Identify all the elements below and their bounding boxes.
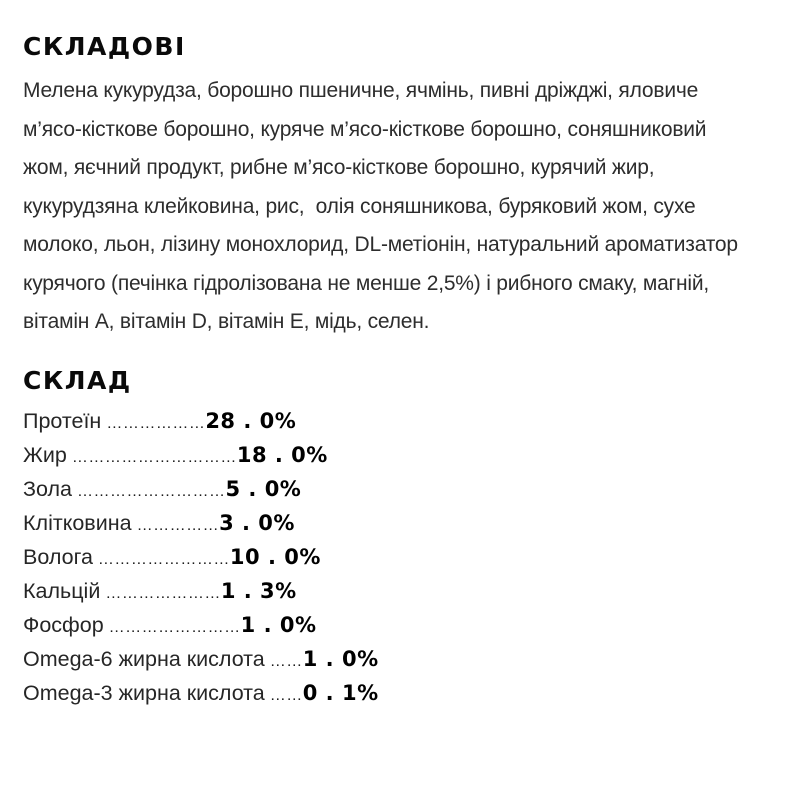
dotted-leader: ……: [269, 652, 303, 670]
dotted-leader: ……………: [136, 516, 220, 534]
composition-heading: СКЛАД: [23, 365, 132, 395]
dotted-leader: ……………………: [97, 550, 230, 568]
nutrient-value: 0 . 1%: [302, 680, 379, 705]
composition-row: [23, 574, 782, 608]
ingredients-line: Мелена кукурудза, борошно пшеничне, ячмінь, пивні дріжджі, яловиче: [23, 79, 699, 102]
dotted-leader: …………………: [105, 584, 221, 602]
nutrient-value: 5 . 0%: [225, 476, 302, 501]
composition-row: [23, 642, 782, 676]
composition-row: [23, 438, 782, 472]
nutrient-label: Жир: [23, 442, 67, 467]
nutrient-label: Фосфор: [23, 612, 104, 637]
dotted-leader: ……………………: [108, 618, 241, 636]
nutrient-value: 1 . 0%: [302, 646, 379, 671]
nutrient-label: Omega-6 жирна кислота: [23, 646, 265, 671]
nutrient-value: 1 . 3%: [220, 578, 297, 603]
dotted-leader: …………………………: [71, 448, 237, 466]
composition-row: [23, 676, 782, 710]
nutrient-value: 3 . 0%: [219, 510, 295, 535]
ingredients-line: м’ясо-кісткове борошно, куряче м’ясо-кісткове борошно, соняшниковий: [23, 117, 707, 141]
nutrient-label: Клітковина: [23, 510, 132, 535]
composition-row: [23, 506, 782, 540]
nutrient-value: 10 . 0%: [229, 544, 321, 569]
nutrient-label: Зола: [23, 476, 72, 501]
nutrient-value: 1 . 0%: [240, 612, 317, 637]
dotted-leader: ……: [269, 686, 303, 704]
composition-row: [23, 472, 782, 506]
nutrient-value: 28 . 0%: [205, 408, 297, 433]
ingredients-line: курячого (печінка гідролізована не менше 2,5%) і рибного смаку, магній,: [23, 271, 710, 295]
composition-list: [23, 404, 782, 710]
nutrient-label: Протеїн: [23, 408, 102, 433]
composition-row: [23, 404, 782, 438]
ingredients-heading: СКЛАДОВІ: [23, 32, 186, 61]
nutrient-label: Кальцій: [23, 578, 101, 603]
ingredients-line: кукурудзяна клейковина, рис, олія соняшникова, буряковий жом, сухе: [23, 194, 696, 218]
composition-row: [23, 608, 782, 642]
dotted-leader: ………………………: [76, 482, 226, 500]
ingredients-paragraph: [23, 72, 782, 342]
dotted-leader: ………………: [106, 414, 206, 432]
composition-row: [23, 540, 782, 574]
nutrient-label: Волога: [23, 544, 93, 569]
nutrient-label: Omega-3 жирна кислота: [23, 680, 265, 705]
ingredients-line: молоко, льон, лізину монохлорид, DL-метіонін, натуральний ароматизатор: [23, 233, 738, 256]
nutrient-value: 18 . 0%: [236, 442, 328, 467]
ingredients-line: вітамін A, вітамін D, вітамін E, мідь, селен.: [23, 310, 430, 333]
ingredients-line: жом, яєчний продукт, рибне м’ясо-кісткове борошно, курячий жир,: [23, 156, 655, 179]
